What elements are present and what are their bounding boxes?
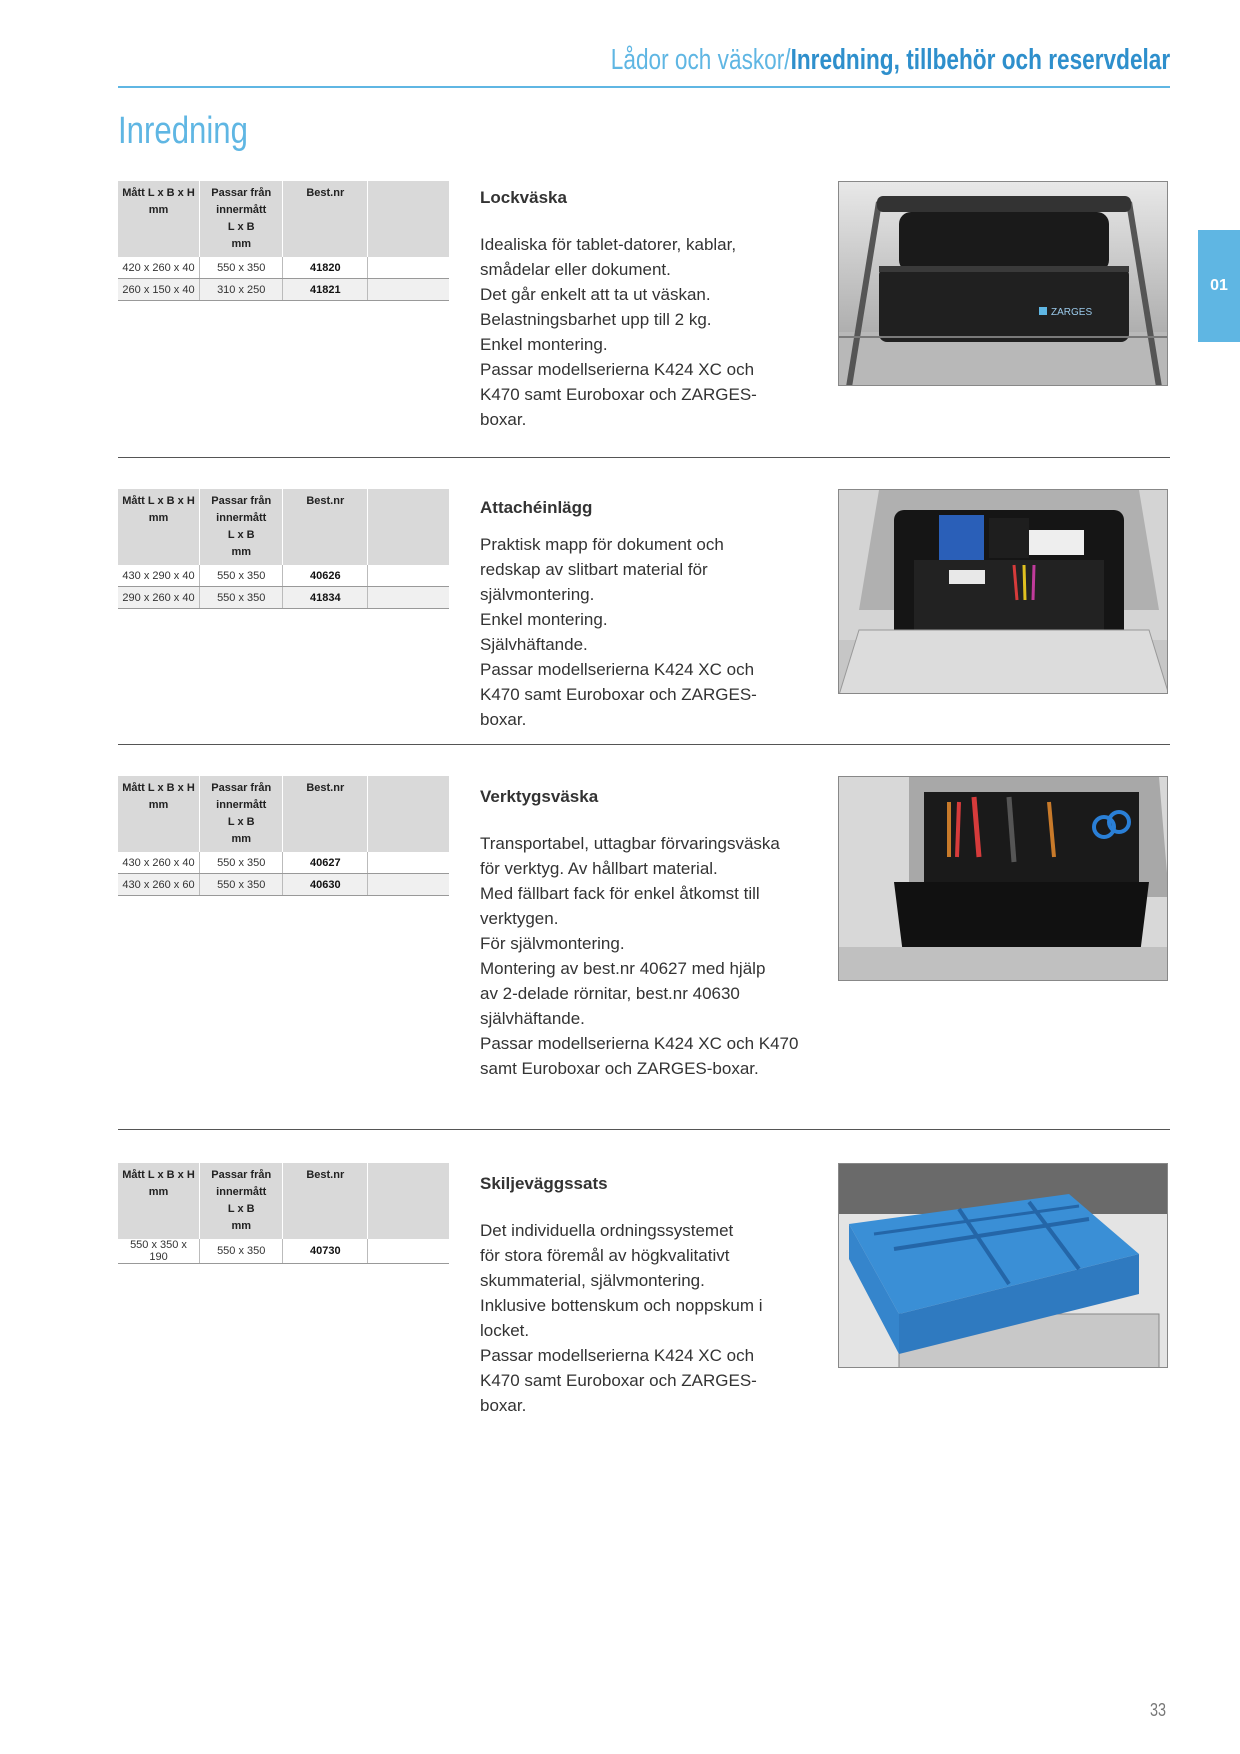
table-row: 550 x 350 x 190 550 x 350 40730: [118, 1239, 449, 1264]
header-empty: [368, 181, 449, 257]
table-row: 430 x 260 x 60 550 x 350 40630: [118, 874, 449, 896]
product-section-attacheinlagg: [118, 489, 1170, 739]
product-text: Praktisk mapp för dokument och redskap av slitbart material för självmontering. Enkel montering. Självhäftande. Passar modellserierna K424 XC och K470 samt Euroboxar och ZARGES- boxar.: [480, 535, 757, 729]
header-fits: Passar från innermått L x B mm: [200, 1163, 283, 1239]
header-empty: [368, 489, 449, 565]
product-section-skiljevaggssats: [118, 1163, 1170, 1433]
product-title: Attachéinlägg: [480, 498, 593, 517]
product-title: Verktygsväska: [480, 787, 599, 806]
header-fits: Passar från innermått L x B mm: [200, 181, 283, 257]
table-row: 430 x 290 x 40 550 x 350 40626: [118, 565, 449, 587]
product-description: [480, 787, 840, 1081]
header-order-number: Best.nr: [283, 776, 368, 852]
product-section-lockvaska: [118, 181, 1170, 451]
page-number: 33: [1150, 1700, 1167, 1720]
product-photo-divider-set: [838, 1163, 1168, 1368]
header-empty: [368, 1163, 449, 1239]
page-header: [118, 40, 1170, 88]
header-dimensions: Mått L x B x H mm: [118, 181, 200, 257]
chapter-tab: 01: [1198, 230, 1240, 342]
table-row: 290 x 260 x 40 550 x 350 41834: [118, 587, 449, 609]
table-row: 260 x 150 x 40 310 x 250 41821: [118, 279, 449, 301]
product-section-verktygsvaska: [118, 776, 1170, 1076]
product-text: Transportabel, uttagbar förvaringsväska för verktyg. Av hållbart material. Med fällbart fack för enkel åtkomst till verktygen. För självmontering. Montering av best.nr 40627 med hjälp av 2-delade rörnitar, best.nr 40630 självhäftande. Passar modellserierna K424 XC och K470 samt Euroboxar och ZARGES-boxar.: [480, 834, 799, 1078]
product-title: Lockväska: [480, 188, 567, 207]
header-breadcrumb: [611, 44, 1170, 77]
spec-table: [118, 776, 449, 896]
header-fits: Passar från innermått L x B mm: [200, 776, 283, 852]
spec-table: [118, 489, 449, 609]
table-row: 430 x 260 x 40 550 x 350 40627: [118, 852, 449, 874]
product-text: Idealiska för tablet-datorer, kablar, smådelar eller dokument. Det går enkelt att ta ut väskan. Belastningsbarhet upp till 2 kg. Enkel montering. Passar modellserierna K424 XC och K470 samt Euroboxar och ZARGES- boxar.: [480, 235, 757, 429]
header-order-number: Best.nr: [283, 1163, 368, 1239]
product-photo-attache: [838, 489, 1168, 694]
header-fits: Passar från innermått L x B mm: [200, 489, 283, 565]
section-divider: [118, 457, 1170, 458]
table-row: 420 x 260 x 40 550 x 350 41820: [118, 257, 449, 279]
zarges-logo-text: ZARGES: [1051, 307, 1093, 318]
section-divider: [118, 1129, 1170, 1130]
section-divider: [118, 744, 1170, 745]
header-dimensions: Mått L x B x H mm: [118, 776, 200, 852]
product-title: Skiljeväggssats: [480, 1174, 608, 1193]
page-title: Inredning: [118, 110, 248, 152]
header-dimensions: Mått L x B x H mm: [118, 1163, 200, 1239]
spec-table: [118, 1163, 449, 1264]
product-description: [480, 1174, 830, 1418]
header-category: Lådor och väskor/: [610, 44, 791, 76]
header-empty: [368, 776, 449, 852]
header-order-number: Best.nr: [283, 181, 368, 257]
spec-table: [118, 181, 449, 301]
header-dimensions: Mått L x B x H mm: [118, 489, 200, 565]
product-description: [480, 188, 830, 432]
product-text: Det individuella ordningssystemet för stora föremål av högkvalitativt skummaterial, självmontering. Inklusive bottenskum och noppskum i locket. Passar modellserierna K424 XC och K470 samt Euroboxar och ZARGES- boxar.: [480, 1221, 763, 1415]
product-photo-lid-bag: [838, 181, 1168, 386]
product-photo-tool-bag: [838, 776, 1168, 981]
header-subcategory: Inredning, tillbehör och reservdelar: [790, 44, 1170, 76]
header-order-number: Best.nr: [283, 489, 368, 565]
product-description: [480, 498, 830, 732]
